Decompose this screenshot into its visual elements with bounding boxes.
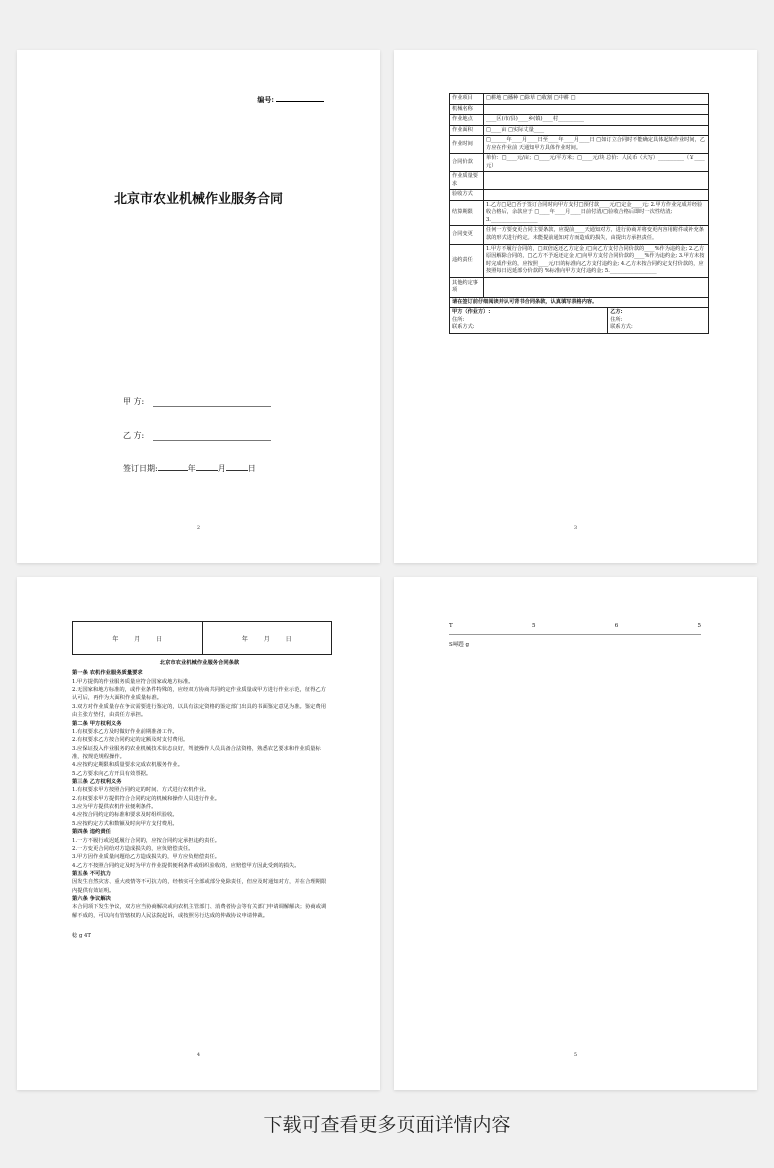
- form-row: [450, 104, 709, 115]
- form-row: [450, 94, 709, 105]
- terms-section-heading: 第一条 农机作业服务质量要求: [72, 670, 143, 677]
- terms-clause: 2.有权要求甲方提供符合合同约定的机械和操作人员进行作业。: [72, 795, 221, 802]
- party-b-field: [123, 430, 271, 441]
- terms-clause: 5.乙方要求向乙方开具有效票据。: [72, 770, 152, 777]
- terms-clause: 4.应按合同约定的标准和要求及时组织验收。: [72, 812, 178, 819]
- month-unit: 月: [217, 464, 226, 473]
- party-a-heading: 甲方（作业方）:: [452, 309, 491, 316]
- form-row-label: 违约责任: [450, 244, 484, 277]
- contract-number-label: 编号:: [257, 95, 274, 104]
- p4-subtext: S噚韪 g: [449, 642, 470, 648]
- party-b-heading: 乙方:: [610, 309, 623, 316]
- form-row-label: 作业地点: [450, 115, 484, 126]
- terms-section-heading: 第三条 乙方权利义务: [72, 779, 122, 786]
- form-row: [450, 190, 709, 201]
- terms-clause: 本合同项下发生争议，双方应当协商解决或向农机主管部门、消费者协会等有关部门申请调解解决；协商或调解不成的，可以向有管辖权的人民法院起诉，或按照另行达成的仲裁协议申请仲裁。: [72, 904, 327, 919]
- terms-clause: 4.乙方不按照合同约定及时为甲方作业提供便利条件或组织验收的，应赔偿甲方因此受到的损失。: [72, 862, 300, 869]
- terms-clause: 3.双方对作业质量存在争议需要进行鉴定的，以具有法定资格的鉴定部门出具的书面鉴定意见为准。鉴定费用由主张方垫付，由责任方承担。: [72, 703, 327, 719]
- form-row: [450, 200, 709, 226]
- contact-label: 联系方式:: [610, 324, 633, 331]
- terms-clause: 3.应为甲方提供农机作业便利条件。: [72, 804, 157, 811]
- form-row-value[interactable]: □____亩 □实际丈量____: [484, 125, 709, 136]
- address-label: 住所:: [452, 316, 465, 323]
- terms-clause: 1.甲方提供的作业服务质量应符合国家或地方标准。: [72, 678, 194, 685]
- form-row: [450, 154, 709, 172]
- form-row-value[interactable]: ____区(市/县)____乡(镇)____村__________: [484, 115, 709, 126]
- contact-label: 联系方式:: [452, 324, 475, 331]
- sign-date-left: 年 月 日: [112, 635, 163, 643]
- form-row-value[interactable]: [484, 104, 709, 115]
- footer-note: 稔 g 4T: [72, 933, 91, 940]
- form-row-label: 验收方式: [450, 190, 484, 201]
- terms-clause: 1.有权要求乙方及时做好作业前期准备工作。: [72, 728, 178, 735]
- contract-number-field: [257, 95, 324, 105]
- page-number: 2: [196, 525, 201, 531]
- form-row-label: 结算期限: [450, 200, 484, 226]
- form-row: [450, 136, 709, 154]
- year-unit: 年: [187, 464, 196, 473]
- party-a-label: 甲 方:: [123, 397, 145, 406]
- terms-clause: 3.应保证投入作业服务的农业机械技术状态良好，驾驶操作人员具备合法资格，熟悉农艺要求和作业质量标准，按规范规程操作。: [72, 745, 321, 760]
- sign-date-label: 签订日期:: [123, 464, 158, 473]
- party-a-field: [123, 396, 271, 407]
- page-number: 5: [573, 1052, 578, 1058]
- terms-clause: 3.甲方因作业质量问题给乙方造成损失的，甲方应负赔偿责任。: [72, 854, 221, 861]
- contract-form-table: [449, 93, 709, 334]
- p4-value: T: [449, 623, 453, 629]
- form-row-value[interactable]: 1.乙方□是□否于签订合同时向甲方支付□预付款____元/□定金____元; 2.甲方作业完成并经验收合格后，余款应于 □____年____月____日前付清/□验收合格后即时一次性结清; 3.__________________: [484, 200, 709, 226]
- terms-clause: 2.无国家和地方标准的，或作业条件特殊的，应经双方协商共同约定作业质量或甲方进行作业示范，征得乙方认可后，再作为大面积作业质量标准。: [72, 687, 327, 702]
- party-b-block: [608, 308, 708, 333]
- day-unit: 日: [247, 464, 256, 473]
- form-row-label: 合同价款: [450, 154, 484, 172]
- form-row: [450, 226, 709, 244]
- form-row-label: 合同变更: [450, 226, 484, 244]
- form-row-value[interactable]: [484, 277, 709, 297]
- form-row-label: 其他约定事项: [450, 277, 484, 297]
- form-row-value[interactable]: □______年____月____日至____年____月____日 □如订立合同时不能确定具体起始作业时间，乙方应在作业前 天通知甲方具体作业时间。: [484, 136, 709, 154]
- sign-date-right: 年 月 日: [202, 622, 332, 654]
- form-row: [450, 125, 709, 136]
- form-row-label: 机械名称: [450, 104, 484, 115]
- form-row-value[interactable]: [484, 172, 709, 190]
- terms-section-heading: 第五条 不可抗力: [72, 870, 111, 877]
- form-row: [450, 115, 709, 126]
- form-row-value[interactable]: 单价：□____元/亩；□____元/平方米；□____元/块 总价：人民币（大写）__________（￥____元）: [484, 154, 709, 172]
- download-caption[interactable]: 下载可查看更多页面详情内容: [263, 1114, 511, 1136]
- terms-title: 北京市农业机械作业服务合同条款: [159, 660, 240, 666]
- party-b-label: 乙 方:: [123, 431, 145, 440]
- terms-section-heading: 第二条 甲方权利义务: [72, 720, 122, 727]
- form-notice: 请在签订前仔细阅读并认可背书合同条款，认真填写表格内容。: [450, 297, 709, 308]
- terms-clause: 4.应按约定期限和质量要求完成农机服务作业。: [72, 762, 183, 769]
- contract-form-page: [394, 50, 757, 563]
- blank-page: [394, 577, 757, 1090]
- terms-body: [72, 659, 327, 941]
- terms-clause: 1.有权要求甲方按照合同约定的时间、方式进行农机作业。: [72, 787, 210, 794]
- p4-value: 5: [531, 623, 536, 629]
- p4-value: 6: [614, 623, 619, 629]
- party-a-block: [450, 308, 608, 333]
- page-number: 4: [196, 1052, 201, 1058]
- form-row-label: 作业项目: [450, 94, 484, 105]
- form-row: [450, 172, 709, 190]
- terms-clause: 1.一方不履行或迟延履行合同的，应按合同约定承担违约责任。: [72, 837, 221, 844]
- signature-date-box: [72, 621, 332, 655]
- contract-cover-page: [17, 50, 380, 563]
- address-label: 住所:: [610, 316, 623, 323]
- form-row-label: 作业质量要求: [450, 172, 484, 190]
- terms-clause: 2.有权要求乙方按合同约定的定额及时支付费用。: [72, 737, 189, 744]
- sign-date-field: [123, 463, 256, 474]
- form-row-label: 作业面积: [450, 125, 484, 136]
- contract-terms-page: [17, 577, 380, 1090]
- terms-clause: 因发生自然灾害、重大疫情等不可抗力的，经核实可全部或部分免除责任，但应及时通知对方，并在合理期限内提供有效证明。: [72, 879, 327, 894]
- p4-value-row: [449, 623, 701, 635]
- form-row: [450, 277, 709, 297]
- form-row-value[interactable]: 1.甲方不履行合同的，□双倍返还乙方定金 /□向乙方支付合同价款的____%作为违约金; 2.乙方原因解除合同的，□乙方不予返还定金 /□向甲方支付合同价款的____%作为违约金; 3.甲方未按时完成作业的，应按照____元/日的标准向乙方支付违约金; 4.乙方未按合同约定支付价款的，应按照每日迟延部分价款的 %标准向甲方支付违约金; 5.__________________: [484, 244, 709, 277]
- form-row-value[interactable]: □耕地 □播种 □除草 □收割 □中耕 □: [484, 94, 709, 105]
- terms-clause: 2.一方变更合同给对方造成损失的，应负赔偿责任。: [72, 845, 194, 852]
- form-row-value[interactable]: [484, 190, 709, 201]
- terms-section-heading: 第四条 违约责任: [72, 829, 111, 836]
- p4-value: 5: [697, 623, 701, 629]
- terms-section-heading: 第六条 争议解决: [72, 896, 111, 903]
- form-row: [450, 244, 709, 277]
- form-row-label: 作业时间: [450, 136, 484, 154]
- contract-title: 北京市农业机械作业服务合同: [113, 192, 283, 207]
- terms-clause: 5.应按约定方式和数额及时向甲方支付费用。: [72, 820, 178, 827]
- form-row-value[interactable]: 任何一方要变更合同主要条款，应提前____天通知对方，进行协商并将变更内容用附件或补充条款的形式进行约定。未能提前通知对方而造成的损失，由提出方承担责任。: [484, 226, 709, 244]
- page-number: 3: [573, 525, 578, 531]
